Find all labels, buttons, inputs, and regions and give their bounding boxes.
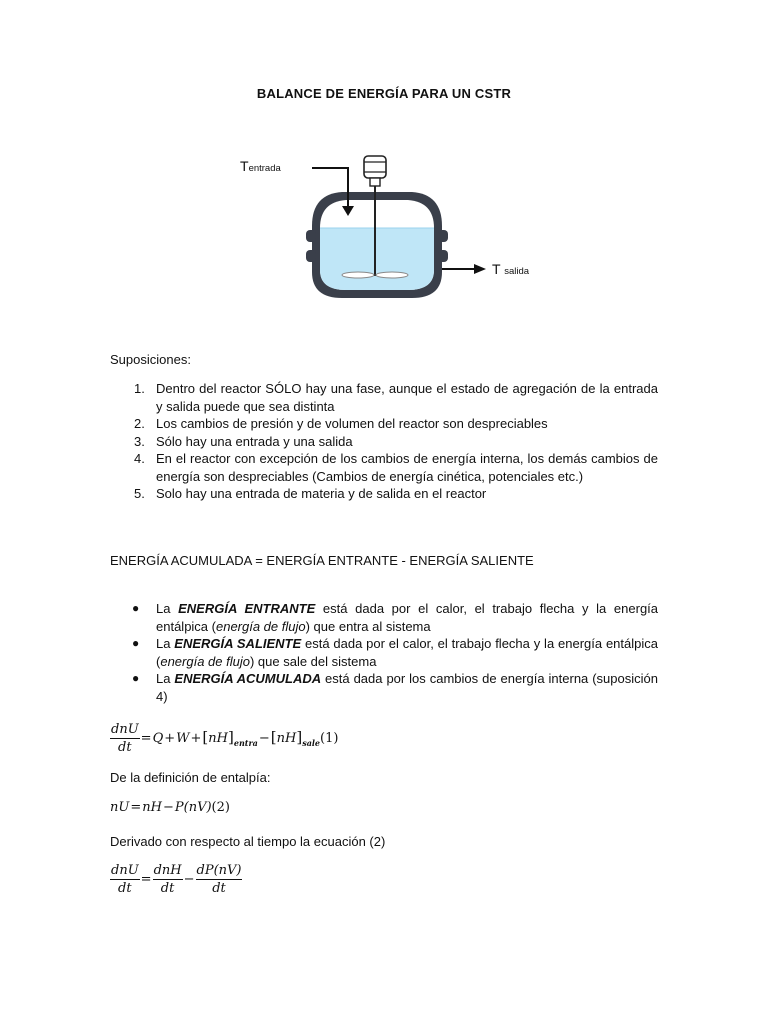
bullet-text-mid: está dada por los cambios de energía interna (suposición 4): [156, 671, 658, 704]
impeller: [342, 272, 374, 278]
assumption-text: Sólo hay una entrada y una salida: [156, 433, 353, 449]
document-title: BALANCE DE ENERGÍA PARA UN CSTR: [256, 86, 512, 101]
bullet-text-pre: La: [156, 601, 179, 616]
assumption-item: [110, 380, 658, 415]
assumption-text: Dentro del reactor SÓLO hay una fase, aunque el estado de agregación de la entrada y salida puede que sea distinta: [156, 381, 658, 414]
bullet-text-pre: La: [156, 636, 175, 651]
bullet-dot-icon: ●: [132, 671, 140, 685]
energy-bullets-list: [110, 600, 658, 705]
bullet-text-post: ) que sale del sistema: [249, 653, 377, 669]
bullet-text-ital: energía de flujo: [215, 618, 306, 634]
assumption-item: [110, 415, 658, 433]
equation-1: $\frac{\text{dnU}}{dt}$ $=Q+W+[nH]_{entra}-[nH]_{sale}(1)$: [111, 722, 339, 755]
equation-2: nU=nH−P(nV)(2): [110, 800, 230, 815]
energy-bullet-item: [110, 635, 658, 670]
suposiciones-heading: Suposiciones:: [110, 352, 191, 367]
assumption-text: Solo hay una entrada de materia y de salida en el reactor: [156, 486, 487, 501]
assumption-number: 3.: [134, 433, 145, 449]
assumption-text: Los cambios de presión y de volumen del reactor son despreciables: [156, 416, 548, 431]
bullet-text-ital: energía de flujo: [160, 653, 250, 669]
assumptions-list: [110, 380, 658, 503]
assumption-number: 2.: [134, 416, 145, 431]
assumption-number: 1.: [134, 381, 145, 396]
energy-bullet-item: [110, 600, 658, 635]
assumption-item: [110, 450, 658, 485]
energy-bullet-item: [110, 670, 658, 705]
bullet-text-mid: está dada por el calor, el trabajo flecha y la energía entálpica (: [156, 601, 659, 634]
bullet-dot-icon: ●: [132, 636, 140, 650]
bullet-text-pre: La: [156, 671, 175, 686]
enthalpy-definition-text: De la definición de entalpía:: [110, 770, 271, 785]
bullet-text-bold: ENERGÍA SALIENTE: [174, 636, 302, 651]
assumption-number: 5.: [134, 486, 145, 501]
bullet-text-bold: ENERGÍA ACUMULADA: [174, 671, 322, 686]
assumption-item: [110, 485, 658, 503]
bullet-text-post: ) que entra al sistema: [305, 618, 431, 634]
energy-balance-statement: ENERGÍA ACUMULADA = ENERGÍA ENTRANTE - ENERGÍA SALIENTE: [110, 553, 534, 568]
cstr-diagram: [230, 148, 550, 308]
inlet-temperature-label: Tentrada: [240, 158, 281, 174]
bullet-text-bold: ENERGÍA ENTRANTE: [178, 601, 316, 616]
equation-3: $\frac{\text{dnU}}{dt}$ = $\frac{\text{dnH}}{dt}$ − $\frac{dP(nV)}{dt}$: [111, 863, 242, 896]
stirrer-motor: [364, 156, 386, 178]
bullet-dot-icon: ●: [132, 601, 140, 615]
reactor-liquid: [320, 228, 434, 290]
derivation-text: Derivado con respecto al tiempo la ecuación (2): [110, 834, 386, 849]
outlet-temperature-label: T salida: [492, 261, 530, 277]
assumption-item: [110, 433, 658, 451]
assumption-number: 4.: [134, 451, 145, 466]
assumption-text: En el reactor con excepción de los cambios de energía interna, los demás cambios de energía son despreciables (Cambios de energía cinética, potenciales etc.): [156, 451, 658, 484]
bullet-text-mid: está dada por el calor, el trabajo flecha y la energía entálpica (: [156, 636, 658, 669]
